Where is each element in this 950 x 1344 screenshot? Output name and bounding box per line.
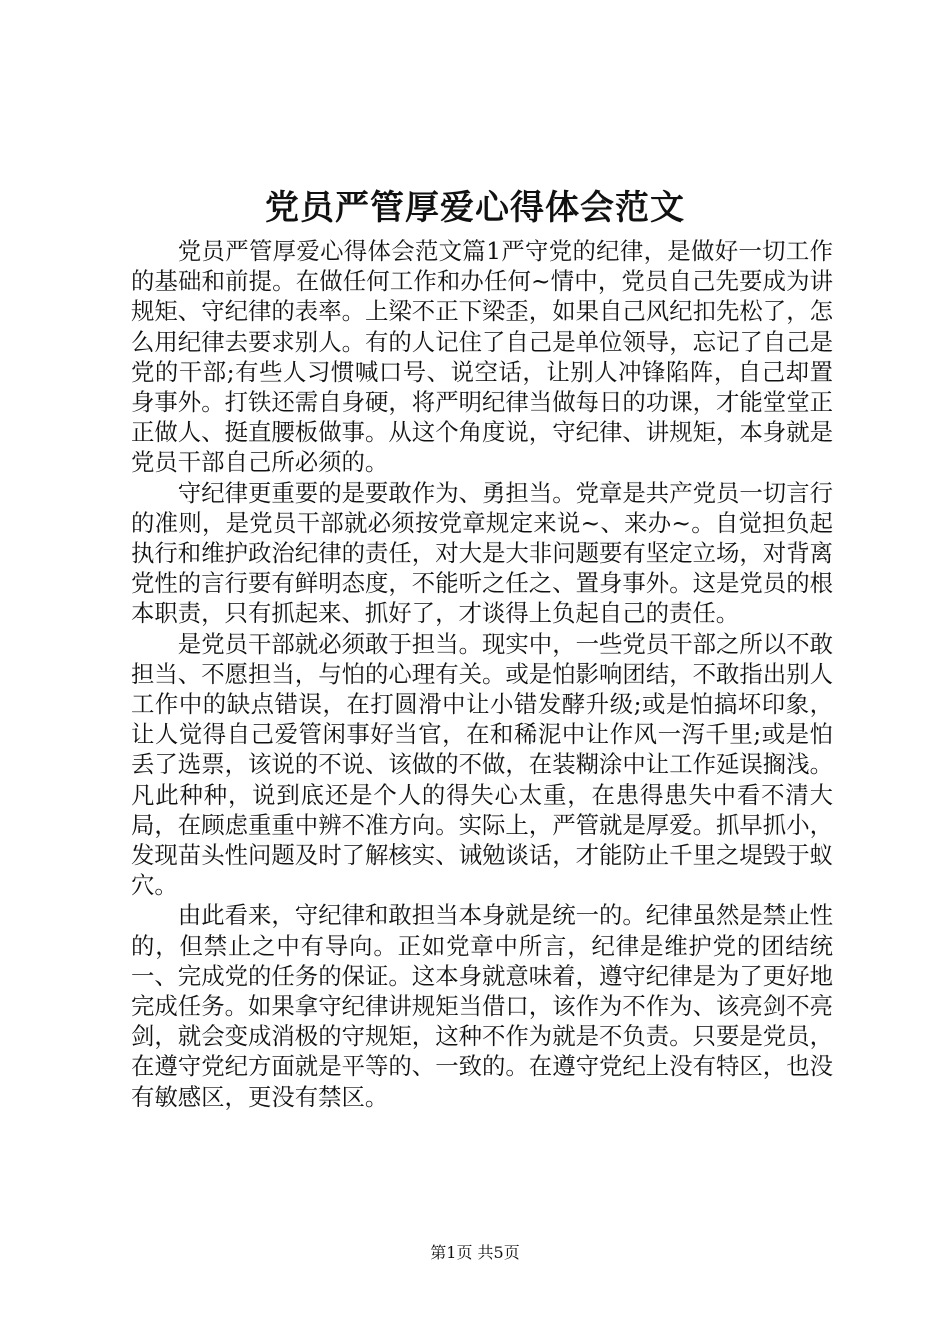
paragraph-4: 由此看来，守纪律和敢担当本身就是统一的。纪律虽然是禁止性的，但禁止之中有导向。正如党章中所言，纪律是维护党的团结统一、完成党的任务的保证。这本身就意味着，遵守纪律是为了更好地完成任务。如果拿守纪律讲规矩当借口，该作为不作为、该亮剑不亮剑，就会变成消极的守规矩，这种不作为就是不负责。只要是党员，在遵守党纪方面就是平等的、一致的。在遵守党纪上没有特区，也没有敏感区，更没有禁区。 — [131, 901, 833, 1111]
page-number-footer: 第1页 共5页 — [430, 1243, 520, 1262]
document-body — [131, 236, 833, 1112]
paragraph-3: 是党员干部就必须敢于担当。现实中，一些党员干部之所以不敢担当、不愿担当，与怕的心理有关。或是怕影响团结，不敢指出别人工作中的缺点错误，在打圆滑中让小错发酵升级;或是怕搞坏印象，让人觉得自己爱管闲事好当官，在和稀泥中让作风一泻千里;或是怕丢了选票，该说的不说、该做的不做，在装糊涂中让工作延误搁浅。凡此种种，说到底还是个人的得失心太重，在患得患失中看不清大局，在顾虑重重中辨不准方向。实际上，严管就是厚爱。抓早抓小，发现苗头性问题及时了解核实、诫勉谈话，才能防止千里之堤毁于蚁穴。 — [131, 629, 833, 900]
paragraph-1: 党员严管厚爱心得体会范文篇1严守党的纪律，是做好一切工作的基础和前提。在做任何工作和办任何~情中，党员自己先要成为讲规矩、守纪律的表率。上梁不正下梁歪，如果自己风纪扣先松了，怎么用纪律去要求别人。有的人记住了自己是单位领导，忘记了自己是党的干部;有些人习惯喊口号、说空话，让别人冲锋陷阵，自己却置身事外。打铁还需自身硬，将严明纪律当做每日的功课，才能堂堂正正做人、挺直腰板做事。从这个角度说，守纪律、讲规矩，本身就是党员干部自己所必须的。 — [131, 237, 833, 477]
paragraph-2: 守纪律更重要的是要敢作为、勇担当。党章是共产党员一切言行的准则，是党员干部就必须按党章规定来说~、来办~。自觉担负起执行和维护政治纪律的责任，对大是大非问题要有坚定立场，对背离党性的言行要有鲜明态度，不能听之任之、置身事外。这是党员的根本职责，只有抓起来、抓好了，才谈得上负起自己的责任。 — [131, 478, 833, 628]
document-title: 党员严管厚爱心得体会范文 — [265, 188, 685, 228]
